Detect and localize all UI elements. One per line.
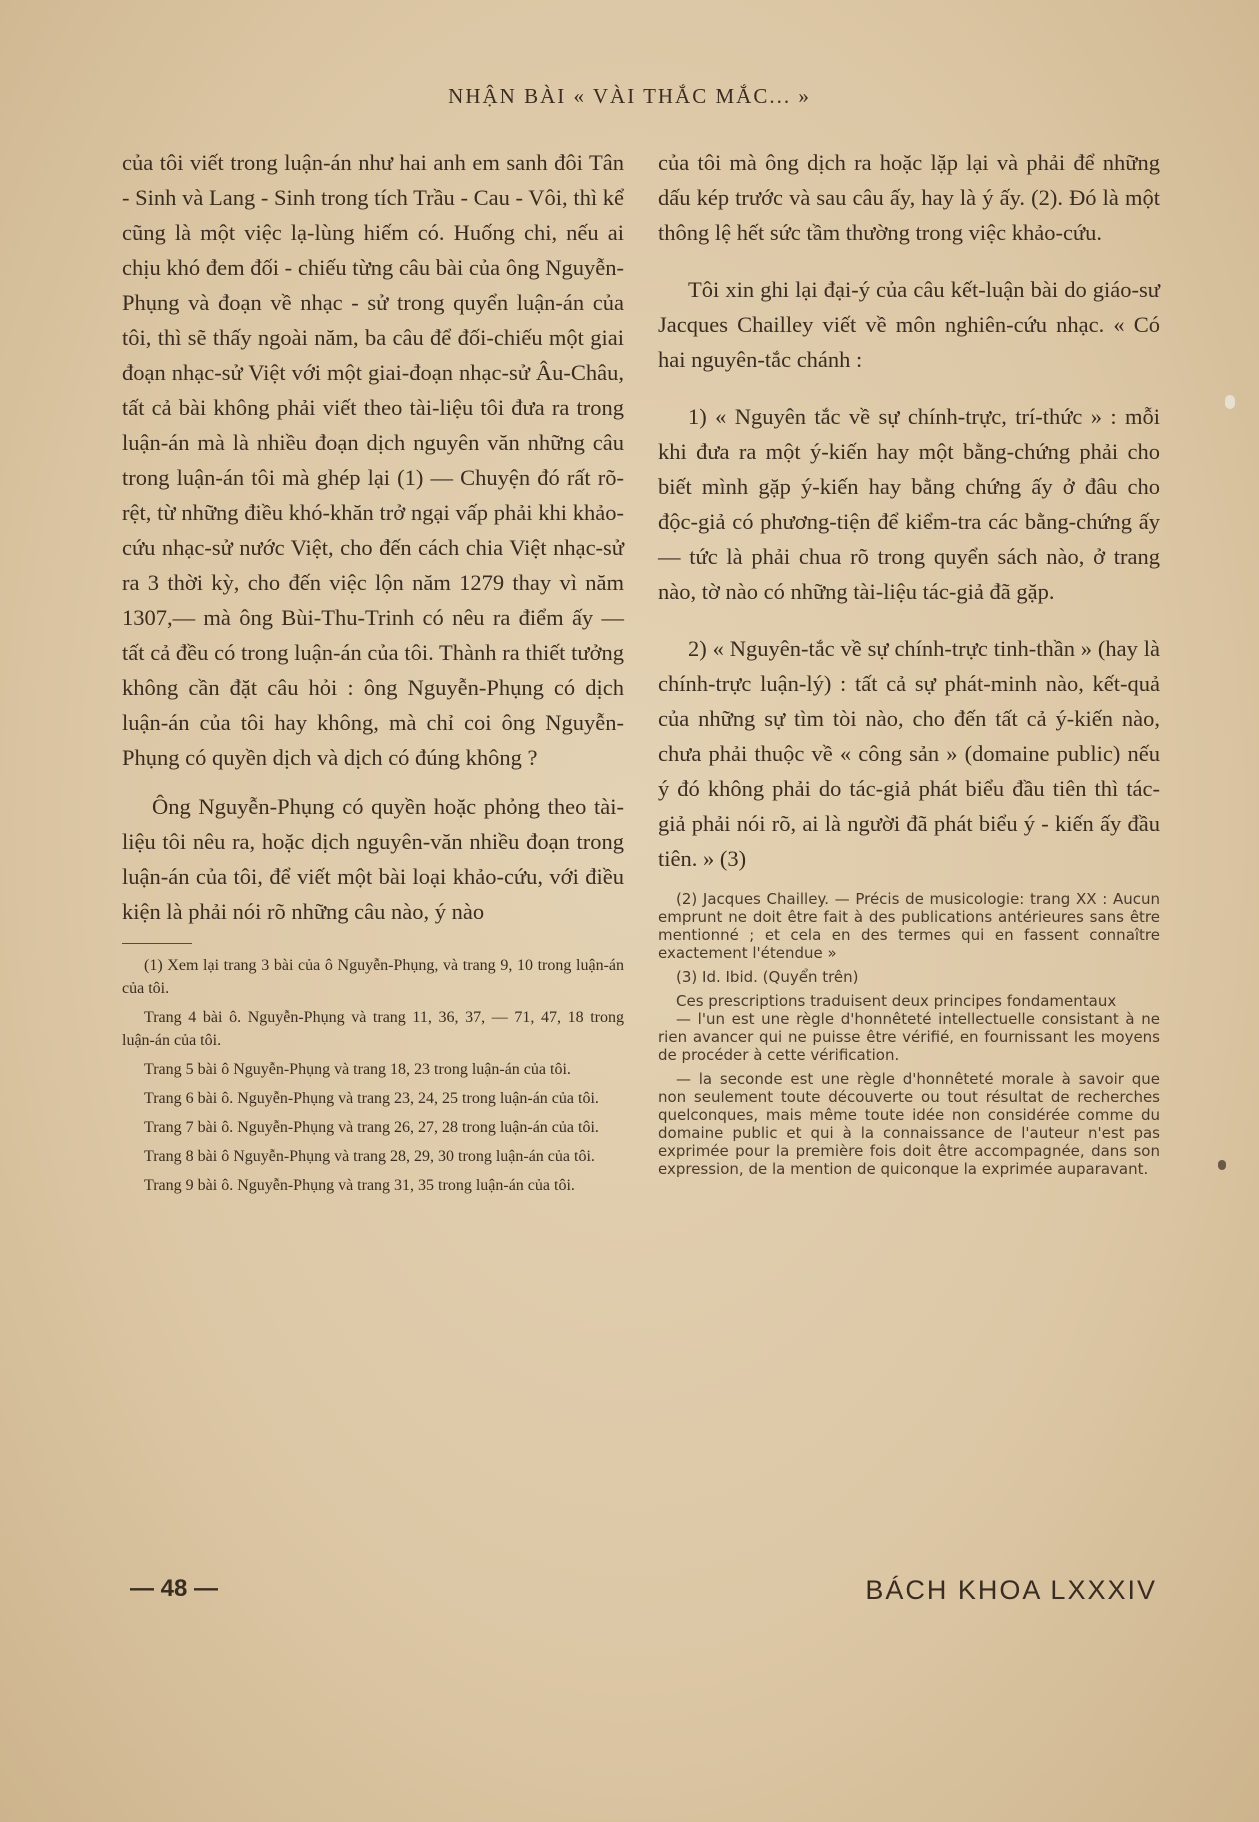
- footnote-divider: [122, 943, 192, 944]
- footnote: Trang 5 bài ô Nguyễn-Phụng và trang 18, 23 trong luận-án của tôi.: [144, 1061, 571, 1078]
- footnote: — la seconde est une règle d'honnêteté morale à savoir que non seulement toute découverte ou tout résultat de recherches quelconques, mais même toute idée non considérée comme du domaine public et qui à la connaissance de l'auteur n'est pas exprimée pour la première fois doit être accompagnée, dans son expression, de la mention de quiconque la exprimée auparavant.: [658, 1070, 1160, 1178]
- footnote: Trang 6 bài ô. Nguyễn-Phụng và trang 23, 24, 25 trong luận-án của tôi.: [144, 1090, 599, 1107]
- page-number: — 48 —: [130, 1575, 219, 1602]
- footnote: (1) Xem lại trang 3 bài của ô Nguyễn-Phụng, và trang 9, 10 trong luận-án của tôi.: [122, 957, 624, 997]
- footnote: Trang 8 bài ô Nguyễn-Phụng và trang 28, 29, 30 trong luận-án của tôi.: [144, 1148, 595, 1165]
- footnote: Trang 4 bài ô. Nguyễn-Phụng và trang 11, 36, 37, — 71, 47, 18 trong luận-án của tôi.: [122, 1009, 624, 1049]
- principle-1: 1) « Nguyên tắc về sự chính-trực, trí-thức » : mỗi khi đưa ra một ý-kiến hay một bằng-chứng phải cho biết mình gặp ý-kiến hay bằng chứng ấy ở đâu cho độc-giả có phương-tiện để kiểm-tra các bằng-chứng ấy — tức là phải chua rõ trong quyển sách nào, ở trang nào, tờ nào có những tài-liệu tác-giả đã gặp.: [658, 404, 1160, 604]
- running-header: NHẬN BÀI « VÀI THẮC MẮC... »: [448, 84, 811, 108]
- paper-spot: [1218, 1160, 1226, 1170]
- right-column: [658, 145, 1160, 1178]
- paragraph: Ông Nguyễn-Phụng có quyền hoặc phỏng theo tài-liệu tôi nêu ra, hoặc dịch nguyên-văn nhiều đoạn trong luận-án của tôi, để viết một bài loại khảo-cứu, với điều kiện là phải nói rõ những câu nào, ý nào: [122, 794, 624, 924]
- paragraph: Tôi xin ghi lại đại-ý của câu kết-luận bài do giáo-sư Jacques Chailley viết về môn nghiên-cứu nhạc. « Có hai nguyên-tắc chánh :: [658, 277, 1160, 372]
- paragraph: của tôi viết trong luận-án như hai anh em sanh đôi Tân - Sinh và Lang - Sinh trong tích Trầu - Cau - Vôi, thì kể cũng là một việc lạ-lùng hiếm có. Huống chi, nếu ai chịu khó đem đối - chiếu từng câu bài của ông Nguyễn-Phụng và đoạn về nhạc - sử trong quyển luận-án của tôi, thì sẽ thấy ngoài năm, ba câu để đối-chiếu một giai đoạn nhạc-sử Việt với một giai-đoạn nhạc-sử Âu-Châu, tất cả bài không phải viết theo tài-liệu tôi đưa ra trong luận-án mà là nhiều đoạn dịch nguyên văn những câu trong luận-án tôi mà ghép lại (1) — Chuyện đó rất rõ-rệt, từ những điều khó-khăn trở ngại vấp phải khi khảo-cứu nhạc-sử nước Việt, cho đến cách chia Việt nhạc-sử ra 3 thời kỳ, cho đến việc lộn năm 1279 thay vì năm 1307,— mà ông Bùi-Thu-Trinh có nêu ra điểm ấy — tất cả đều có trong luận-án của tôi. Thành ra thiết tưởng không cần đặt câu hỏi : ông Nguyễn-Phụng có dịch luận-án của tôi hay không, mà chỉ coi ông Nguyễn-Phụng có quyền dịch và dịch có đúng không ?: [122, 150, 624, 770]
- magazine-issue: BÁCH KHOA LXXXIV: [865, 1575, 1157, 1605]
- principle-2: 2) « Nguyên-tắc về sự chính-trực tinh-thần » (hay là chính-trực luận-lý) : tất cả sự phát-minh nào, kết-quả của những sự tìm tòi nào, cho đến tất cả ý-kiến nào, chưa phải thuộc về « công sản » (domaine public) nếu ý đó không phải do tác-giả phát biểu đầu tiên thì tác-giả phải nói rõ, ai là người đã phát biểu ý - kiến ấy đầu tiên. » (3): [658, 636, 1160, 871]
- footnote: (3) Id. Ibid. (Quyển trên): [676, 968, 859, 986]
- left-column: [122, 145, 624, 1203]
- footnote: — l'un est une règle d'honnêteté intellectuelle consistant à ne rien avancer qui ne puisse être vérifié, en fournissant les moyens de procéder à cette vérification.: [658, 1010, 1160, 1064]
- paragraph: của tôi mà ông dịch ra hoặc lặp lại và phải để những dấu kép trước và sau câu ấy, hay là ý ấy. (2). Đó là một thông lệ hết sức tầm thường trong việc khảo-cứu.: [658, 150, 1160, 245]
- footnote: Trang 9 bài ô. Nguyễn-Phụng và trang 31, 35 trong luận-án của tôi.: [144, 1177, 575, 1194]
- footnote: Trang 7 bài ô. Nguyễn-Phụng và trang 26, 27, 28 trong luận-án của tôi.: [144, 1119, 599, 1136]
- footnote: Ces prescriptions traduisent deux principes fondamentaux: [676, 992, 1117, 1010]
- footnote: (2) Jacques Chailley. — Précis de musicologie: trang XX : Aucun emprunt ne doit être fait à des publications antérieures sans être mentionné ; et cela en des termes qui en fassent connaître exactement l'étendue »: [658, 890, 1160, 962]
- paper-spot: [1225, 395, 1235, 409]
